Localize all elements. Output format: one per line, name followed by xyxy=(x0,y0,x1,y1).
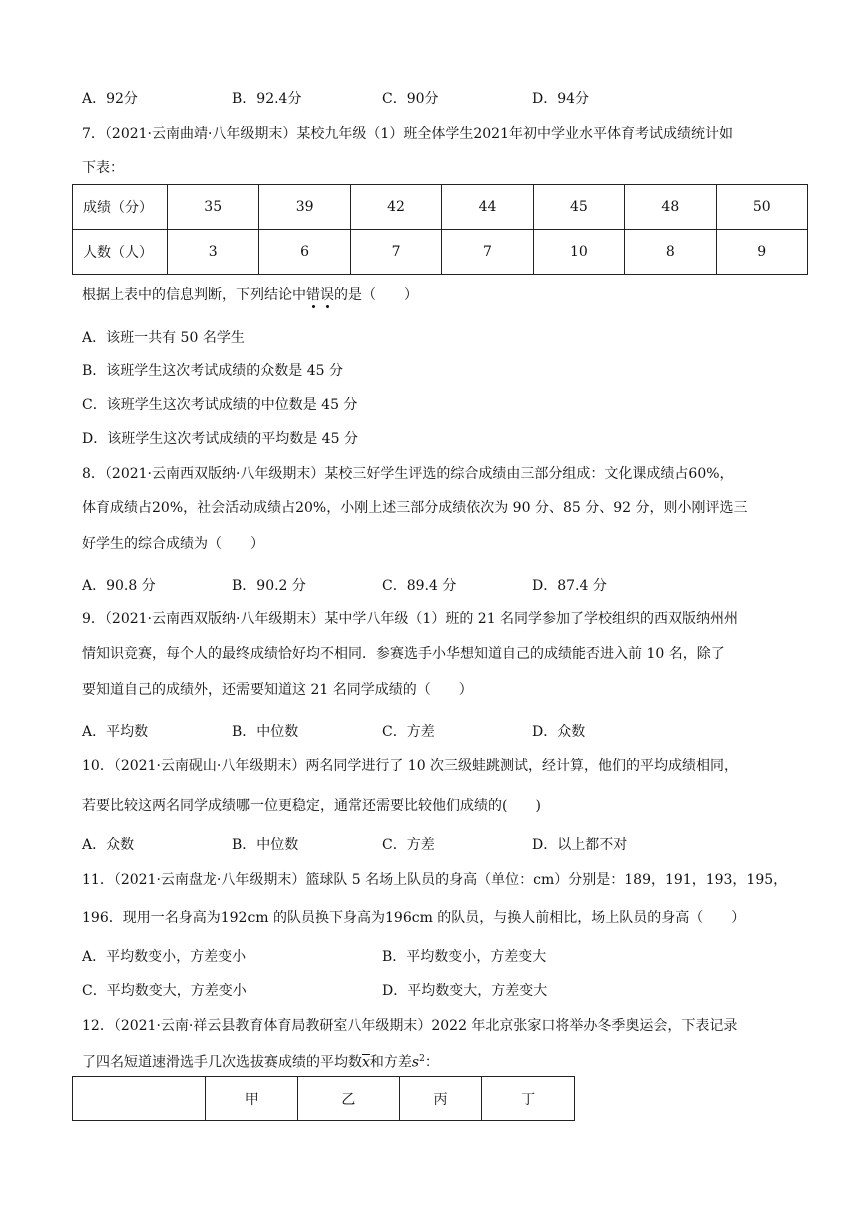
q11-option-d: D．平均数变大，方差变大 xyxy=(382,983,548,999)
q11-option-b: B．平均数变小，方差变大 xyxy=(382,949,547,965)
q8-line2: 体育成绩占20%，社会活动成绩占20%，小刚上述三部分成绩依次为 90 分、85 分、92 分，则小刚评选三 xyxy=(82,500,748,516)
table-cell: 50 xyxy=(716,185,807,230)
q9-line1: 9．（2021·云南西双版纳·八年级期末）某中学八年级（1）班的 21 名同学参加了学校组织的西双版纳州州 xyxy=(82,611,739,627)
table-header-cell: 甲 xyxy=(206,1077,298,1121)
q12-line1: 12．（2021·云南·祥云县教育体育局教研室八年级期末）2022 年北京张家口将举办冬季奥运会，下表记录 xyxy=(82,1018,738,1034)
q7-question-pre: 根据上表中的信息判断，下列结论中 xyxy=(82,287,306,303)
table-cell: 42 xyxy=(350,185,441,230)
q7-question-post: 的是（ ） xyxy=(334,287,418,303)
q7-stem-line1: 7．（2021·云南曲靖·八年级期末）某校九年级（1）班全体学生2021年初中学业水平体育考试成绩统计如 xyxy=(82,126,733,142)
table-cell: 45 xyxy=(533,185,624,230)
table-row-header-count: 人数（人） xyxy=(73,230,168,275)
q10-option-d: D．以上都不对 xyxy=(532,837,628,853)
q11-option-c: C．平均数变大，方差变小 xyxy=(82,983,247,999)
table-cell: 7 xyxy=(442,230,533,275)
table-cell: 35 xyxy=(168,185,259,230)
q10-option-b: B．中位数 xyxy=(232,837,299,853)
q10-option-a: A．众数 xyxy=(82,837,135,853)
table-cell: 39 xyxy=(259,185,350,230)
q6-option-d: D．94分 xyxy=(532,91,590,107)
table-cell: 7 xyxy=(350,230,441,275)
table-cell: 9 xyxy=(716,230,807,275)
q11-option-a: A．平均数变小，方差变小 xyxy=(82,949,247,965)
table-cell: 8 xyxy=(625,230,716,275)
q7-emphasis-1: 错 xyxy=(306,287,320,303)
q7-option-d: D．该班学生这次考试成绩的平均数是 45 分 xyxy=(82,431,358,447)
q8-line1: 8．（2021·云南西双版纳·八年级期末）某校三好学生评选的综合成绩由三部分组成：文化课成绩占60%， xyxy=(82,466,734,482)
q8-option-b: B．90.2 分 xyxy=(232,578,306,594)
q7-stem-line2: 下表： xyxy=(82,160,124,176)
q8-option-d: D．87.4 分 xyxy=(532,578,607,594)
q6-option-c: C．90分 xyxy=(382,91,439,107)
q12-table xyxy=(72,1076,575,1121)
q7-option-a: A．该班一共有 50 名学生 xyxy=(82,330,245,346)
q9-option-c: C．方差 xyxy=(382,724,435,740)
table-header-cell: 丁 xyxy=(482,1077,575,1121)
table-header-cell xyxy=(73,1077,206,1121)
q7-option-c: C．该班学生这次考试成绩的中位数是 45 分 xyxy=(82,397,358,413)
q9-option-a: A．平均数 xyxy=(82,724,149,740)
q6-option-a: A．92分 xyxy=(82,91,138,107)
table-header-cell: 丙 xyxy=(399,1077,482,1121)
q11-line2: 196．现用一名身高为192cm 的队员换下身高为196cm 的队员，与换人前相比，场上队员的身高（ ） xyxy=(82,910,746,926)
q8-line3: 好学生的综合成绩为（ ） xyxy=(82,536,264,552)
q10-line2: 若要比较这两名同学成绩哪一位更稳定，通常还需要比较他们成绩的( ) xyxy=(82,798,541,814)
table-cell: 3 xyxy=(168,230,259,275)
q12-line2 xyxy=(82,1049,439,1073)
q9-line3: 要知道自己的成绩外，还需要知道这 21 名同学成绩的（ ） xyxy=(82,682,473,698)
q7-score-table xyxy=(72,184,808,275)
table-cell: 48 xyxy=(625,185,716,230)
q12-mean-symbol: $\overline{x}$ xyxy=(362,1054,370,1071)
q12-line2-post: ： xyxy=(424,1054,439,1071)
q7-question xyxy=(82,285,418,305)
q10-line1: 10．（2021·云南砚山·八年级期末）两名同学进行了 10 次三级蛙跳测试，经计算，他们的平均成绩相同， xyxy=(82,758,739,774)
q12-line2-mid: 和方差 xyxy=(369,1054,412,1071)
table-header-cell: 乙 xyxy=(298,1077,400,1121)
q7-emphasis-2: 误 xyxy=(320,287,334,303)
q7-option-b: B．该班学生这次考试成绩的众数是 45 分 xyxy=(82,363,344,379)
q11-line1: 11．（2021·云南盘龙·八年级期末）篮球队 5 名场上队员的身高（单位：cm）分别是：189，191，193，195， xyxy=(82,872,788,888)
q8-option-a: A．90.8 分 xyxy=(82,578,156,594)
q12-variance-symbol: s xyxy=(411,1054,420,1071)
q12-variance-exponent: 2 xyxy=(419,1054,425,1064)
q12-line2-pre: 了四名短道速滑选手几次选拔赛成绩的平均数 xyxy=(82,1054,362,1071)
q10-option-c: C．方差 xyxy=(382,837,435,853)
table-cell: 10 xyxy=(533,230,624,275)
table-cell: 44 xyxy=(442,185,533,230)
q9-option-b: B．中位数 xyxy=(232,724,299,740)
table-cell: 6 xyxy=(259,230,350,275)
q6-option-b: B．92.4分 xyxy=(232,91,302,107)
table-row-header-score: 成绩（分） xyxy=(73,185,168,230)
q9-option-d: D．众数 xyxy=(532,724,586,740)
q9-line2: 情知识竞赛，每个人的最终成绩恰好均不相同．参赛选手小华想知道自己的成绩能否进入前 10 名，除了 xyxy=(82,646,725,662)
q8-option-c: C．89.4 分 xyxy=(382,578,457,594)
